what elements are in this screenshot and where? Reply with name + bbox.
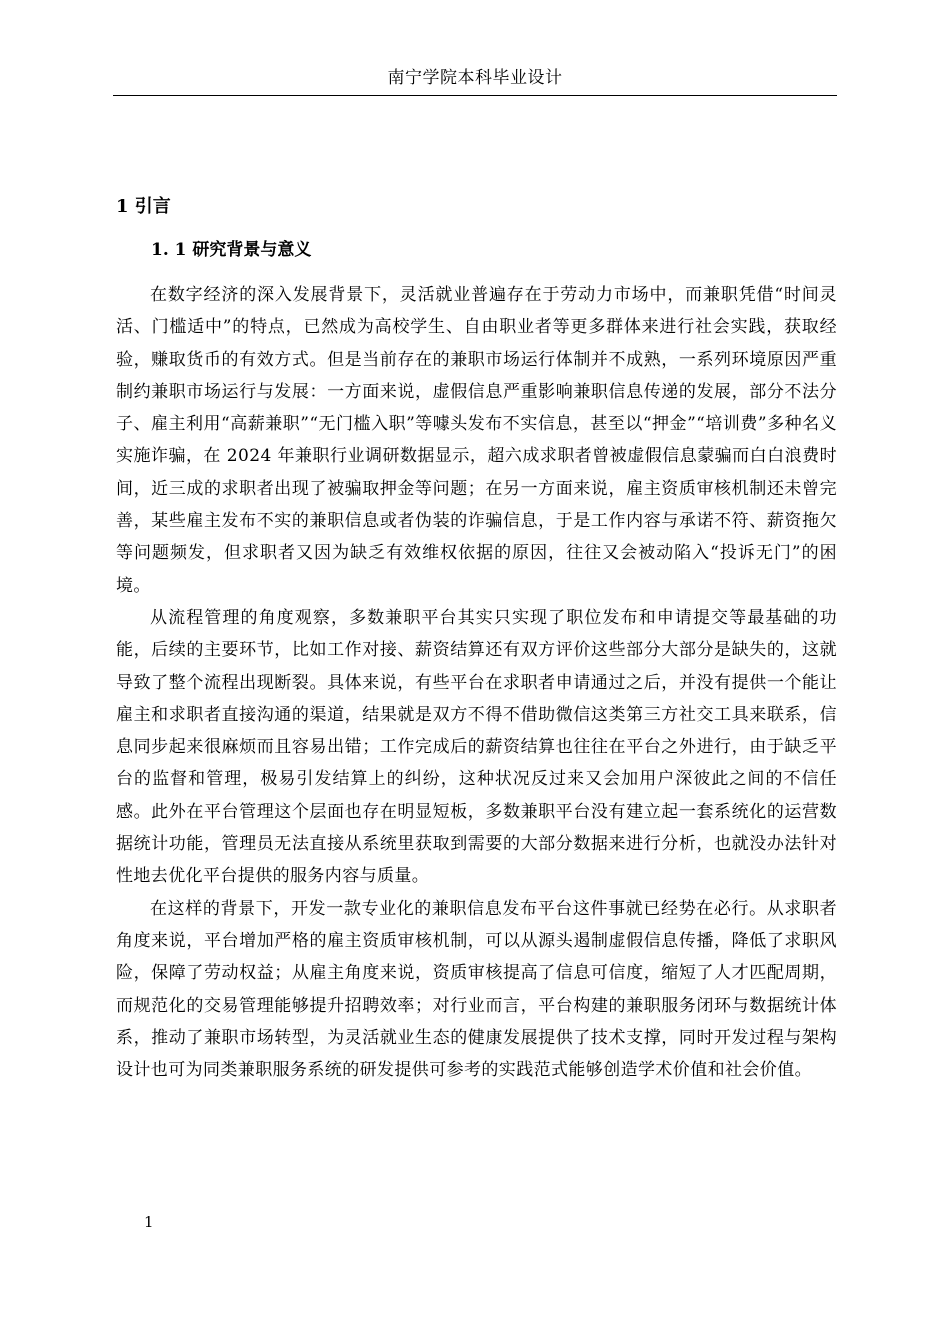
chapter-heading: 1 引言 <box>116 196 171 217</box>
section-heading: 1. 1 研究背景与意义 <box>151 240 312 260</box>
paragraph-2: 从流程管理的角度观察，多数兼职平台其实只实现了职位发布和申请提交等最基础的功能，后续的主要环节，比如工作对接、薪资结算还有双方评价这些部分大部分是缺失的，这就导致了整个流程出现断裂。具体来说，有些平台在求职者申请通过之后，并没有提供一个能让雇主和求职者直接沟通的渠道，结果就是双方不得不借助微信这类第三方社交工具来联系，信息同步起来很麻烦而且容易出错；工作完成后的薪资结算也往往在平台之外进行，由于缺乏平台的监督和管理，极易引发结算上的纠纷，这种状况反过来又会加用户深彼此之间的不信任感。此外在平台管理这个层面也存在明显短板，多数兼职平台没有建立起一套系统化的运营数据统计功能，管理员无法直接从系统里获取到需要的大部分数据来进行分析，也就没办法针对性地去优化平台提供的服务内容与质量。 <box>116 607 837 887</box>
page-number: 1 <box>144 1213 154 1231</box>
paragraph-1: 在数字经济的深入发展背景下，灵活就业普遍存在于劳动力市场中，而兼职凭借“时间灵活、门槛适中”的特点，已然成为高校学生、自由职业者等更多群体来进行社会实践，获取经验，赚取货币的有效方式。但是当前存在的兼职市场运行体制并不成熟，一系列环境原因严重制约兼职市场运行与发展：一方面来说，虚假信息严重影响兼职信息传递的发展，部分不法分子、雇主利用“高薪兼职”“无门槛入职”等噱头发布不实信息，甚至以“押金”“培训费”多种名义实施诈骗，在 2024 年兼职行业调研数据显示，超六成求职者曾被虚假信息蒙骗而白白浪费时间，近三成的求职者出现了被骗取押金等问题；在另一方面来说，雇主资质审核机制还未曾完善，某些雇主发布不实的兼职信息或者伪装的诈骗信息，于是工作内容与承诺不符、薪资拖欠等问题频发，但求职者又因为缺乏有效维权依据的原因，往往又会被动陷入“投诉无门”的困境。 <box>116 285 837 596</box>
body-text <box>116 279 837 1086</box>
running-header: 南宁学院本科毕业设计 <box>387 68 563 88</box>
header-rule <box>113 95 837 96</box>
paragraph-3: 在这样的背景下，开发一款专业化的兼职信息发布平台这件事就已经势在必行。从求职者角度来说，平台增加严格的雇主资质审核机制，可以从源头遏制虚假信息传播，降低了求职风险，保障了劳动权益；从雇主角度来说，资质审核提高了信息可信度，缩短了人才匹配周期，而规范化的交易管理能够提升招聘效率；对行业而言，平台构建的兼职服务闭环与数据统计体系，推动了兼职市场转型，为灵活就业生态的健康发展提供了技术支撑，同时开发过程与架构设计也可为同类兼职服务系统的研发提供可参考的实践范式能够创造学术价值和社会价值。 <box>116 898 837 1081</box>
